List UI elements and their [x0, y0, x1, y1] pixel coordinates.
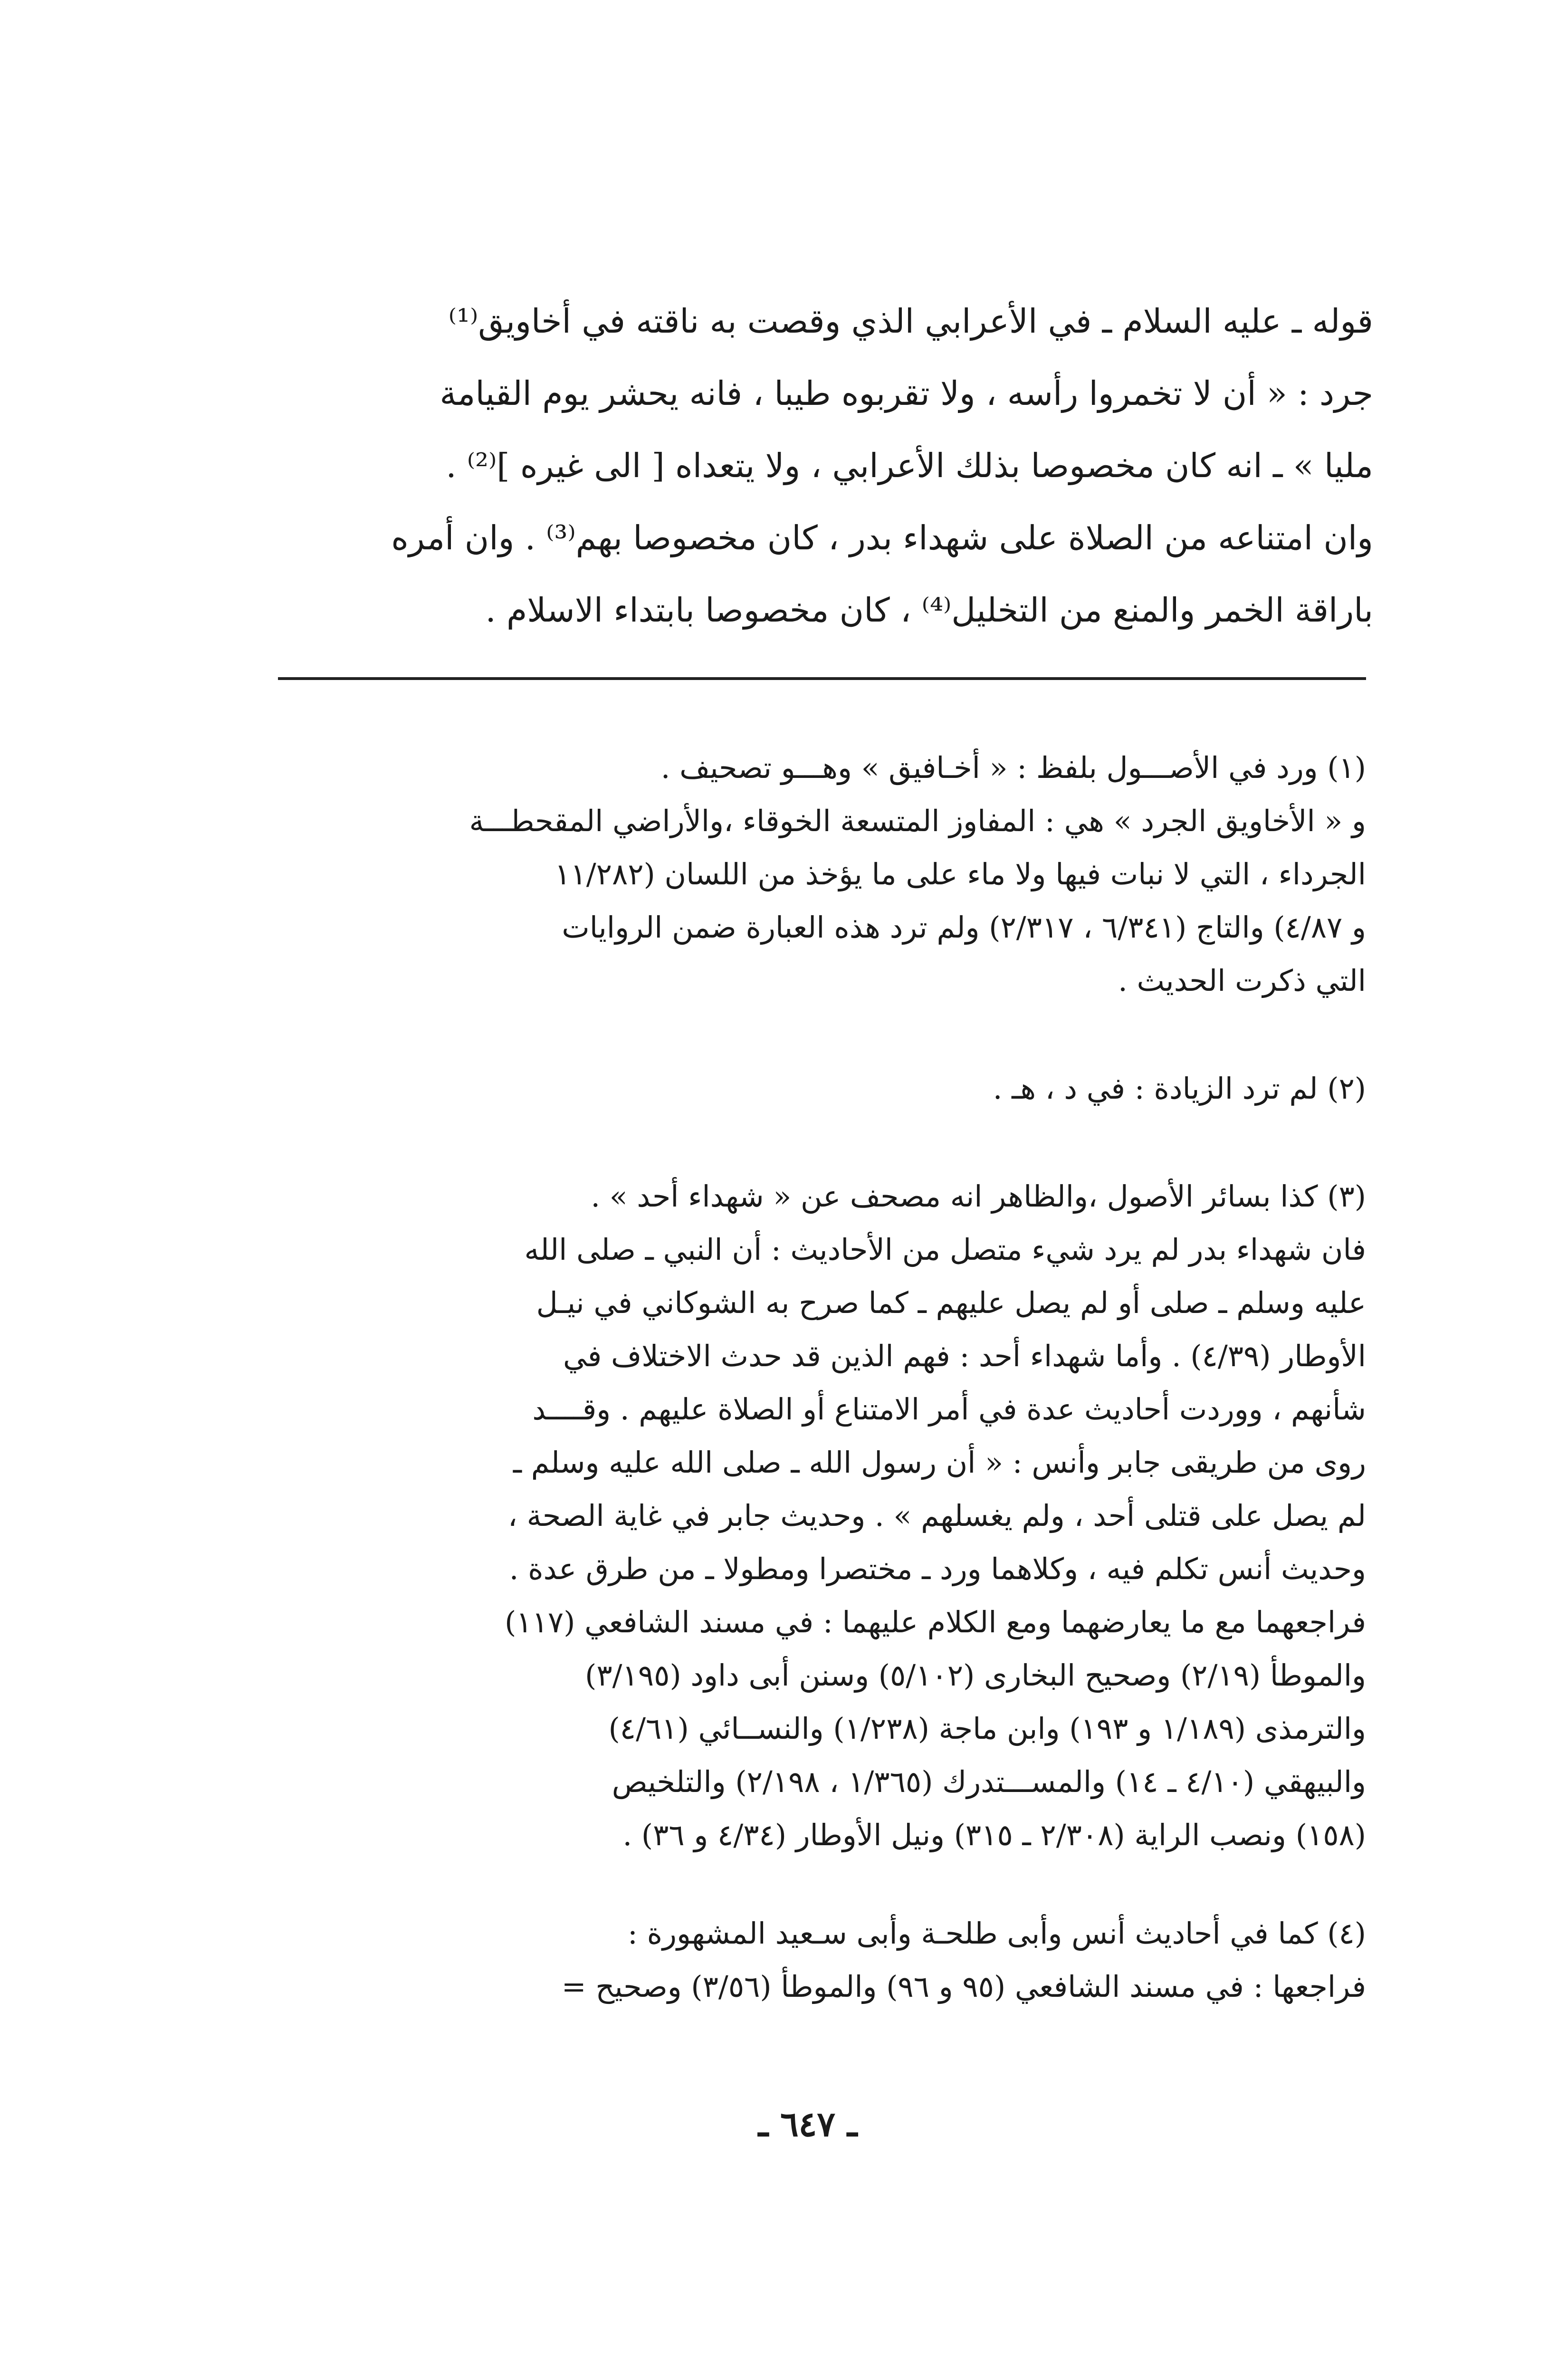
spacer	[278, 1862, 1366, 1907]
footnote-line: (٢) لم ترد الزيادة : في د ، هـ .	[993, 1071, 1366, 1106]
footnote-line: الأوطار (٤/٣٩) . وأما شهداء أحد : فهم الذين قد حدث الاختلاف في	[563, 1339, 1366, 1373]
footnote-line: و ٤/٨٧) والتاج (٦/٣٤١ ، ٢/٣١٧) ولم ترد هذه العبارة ضمن الروايات	[562, 910, 1366, 945]
main-text-line: قوله ـ عليه السلام ـ في الأعرابي الذي وقصت به ناقته في أخاويق⁽¹⁾	[448, 302, 1373, 341]
footnote-line: عليه وسلم ـ صلى أو لم يصل عليهم ـ كما صرح به الشوكاني في نيـل	[536, 1285, 1366, 1320]
spacer	[278, 1115, 1366, 1170]
footnote-line: روى من طريقى جابر وأنس : « أن رسول الله ـ صلى الله عليه وسلم ـ	[513, 1445, 1366, 1480]
footnote-line: والموطأ (٢/١٩) وصحيح البخارى (٥/١٠٢) وسنن أبى داود (٣/١٩٥)	[585, 1658, 1366, 1693]
main-text-line: مليا » ـ انه كان مخصوصا بذلك الأعرابي ، ولا يتعداه [ الى غيره ]⁽²⁾ .	[446, 446, 1373, 485]
footnote-3	[278, 1170, 1366, 1862]
main-text-line: جرد : « أن لا تخمروا رأسه ، ولا تقربوه طيبا ، فانه يحشر يوم القيامة	[440, 374, 1373, 413]
footnote-line: الجرداء ، التي لا نبات فيها ولا ماء على ما يؤخذ من اللسان (١١/٢٨٢	[555, 857, 1366, 891]
footnote-line: التي ذكرت الحديث .	[1118, 963, 1366, 998]
footnote-line: و « الأخاويق الجرد » هي : المفاوز المتسعة الخوقاء ،والأراضي المقحطـــة	[469, 804, 1366, 838]
footnote-line: والبيهقي (٤/١٠ ـ ١٤) والمســـتدرك (١/٣٦٥ ، ٢/١٩٨) والتلخيص	[612, 1764, 1366, 1799]
footnote-line: فراجعها : في مسند الشافعي (٩٥ و ٩٦) والموطأ (٣/٥٦) وصحيح =	[561, 1969, 1366, 2004]
main-text	[266, 285, 1373, 646]
main-text-line: وان امتناعه من الصلاة على شهداء بدر ، كان مخصوصا بهم⁽³⁾ . وان أمره	[391, 518, 1373, 557]
main-text-line: باراقة الخمر والمنع من التخليل⁽⁴⁾ ، كان مخصوصا بابتداء الاسلام .	[485, 591, 1373, 630]
footnote-line: شأنهم ، ووردت أحاديث عدة في أمر الامتناع أو الصلاة عليهم . وقــــد	[532, 1392, 1366, 1427]
footnote-line: وحديث أنس تكلم فيه ، وكلاهما ورد ـ مختصرا ومطولا ـ من طرق عدة .	[509, 1552, 1366, 1586]
footnote-line: (٤) كما في أحاديث أنس وأبى طلحـة وأبى سـعيد المشهورة :	[627, 1916, 1366, 1951]
footnote-line: فراجعهما مع ما يعارضهما ومع الكلام عليهما : في مسند الشافعي (١١٧)	[505, 1605, 1366, 1639]
spacer	[278, 1007, 1366, 1062]
footnote-line: والترمذى (١/١٨٩ و ١٩٣) وابن ماجة (١/٢٣٨) والنســائي (٤/٦١)	[608, 1711, 1366, 1746]
page-number: ـ ٦٤٧ ـ	[758, 2104, 858, 2144]
footnote-line: (١٥٨) ونصب الراية (٢/٣٠٨ ـ ٣١٥) ونيل الأوطار (٤/٣٤ و ٣٦) .	[622, 1818, 1366, 1852]
footnote-line: (١) ورد في الأصـــول بلفظ : « أخـافيق » وهـــو تصحيف .	[660, 750, 1366, 785]
footnote-4	[278, 1907, 1366, 2013]
footnote-line: فان شهداء بدر لم يرد شيء متصل من الأحاديث : أن النبي ـ صلى الله	[524, 1232, 1366, 1267]
footnote-2	[278, 1062, 1366, 1115]
footnotes	[278, 741, 1366, 2013]
footnote-divider	[278, 677, 1366, 680]
footnote-1	[278, 741, 1366, 1007]
footnote-line: (٣) كذا بسائر الأصول ،والظاهر انه مصحف عن « شهداء أحد » .	[591, 1179, 1366, 1214]
footnote-line: لم يصل على قتلى أحد ، ولم يغسلهم » . وحديث جابر في غاية الصحة ،	[507, 1498, 1366, 1533]
